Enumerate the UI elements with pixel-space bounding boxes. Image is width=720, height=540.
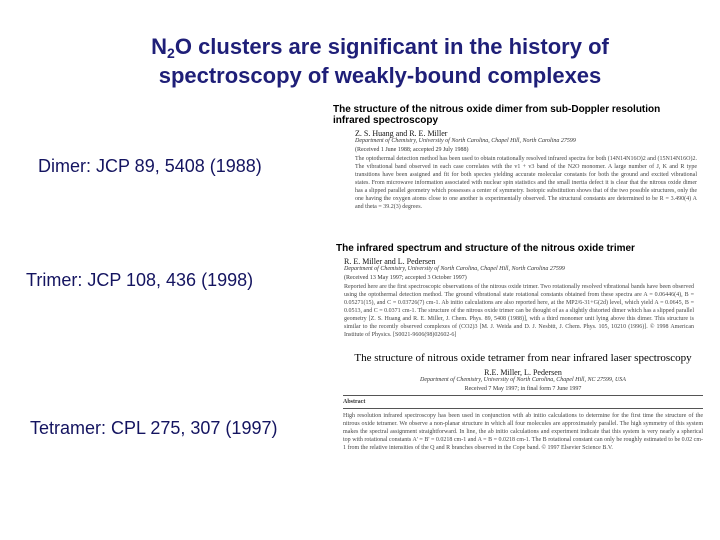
trimer-paper-affiliation: Department of Chemistry, University of North Carolina, Chapel Hill, North Carolina 27599 (344, 266, 565, 272)
tetramer-paper-received: Received 7 May 1997; in final form 7 June 1997 (464, 386, 582, 392)
tetramer-paper-title: The structure of nitrous oxide tetramer from near infrared laser spectroscopy (354, 352, 692, 364)
tetramer-paper-affiliation: Department of Chemistry, University of North Carolina, Chapel Hill, NC 27599, USA (420, 377, 626, 383)
dimer-paper-authors: Z. S. Huang and R. E. Miller (355, 129, 448, 138)
tetramer-paper-authors: R.E. Miller, L. Pedersen (484, 368, 562, 377)
trimer-paper-authors: R. E. Miller and L. Pedersen (344, 257, 436, 266)
dimer-paper-title: The structure of the nitrous oxide dimer from sub-Doppler resolution infrared spectroscopy (333, 104, 661, 126)
tetramer-paper-abstract: High resolution infrared spectroscopy has been used in conjunction with ab initio calculations to determine for the first time the structure of the nitrous oxide tetramer. We observe a non-planar structure in which all four molecules are approximately parallel. The high symmetry of this system makes the spectral assignment straightforward. In line, the ab initio calculations and experiment indicate that this system is very nearly a spherical top with rotational constants A' = B' = 0.0218 cm-1 and A = B = 0.0218 cm-1. The B rotational constant can only be roughly estimated to be 0.02 cm-1 from the relative intensities of the Q and R branches observed in the Cope band. © 1997 Elsevier Science B.V. (343, 413, 703, 451)
slide-title (60, 32, 700, 90)
slide-title-line-2: spectroscopy of weakly-bound complexes (158, 63, 602, 88)
dimer-paper-clipping (333, 104, 697, 234)
dimer-paper-affiliation: Department of Chemistry, University of North Carolina, Chapel Hill, North Carolina 27599 (355, 138, 576, 144)
tetramer-paper-divider (343, 395, 703, 396)
trimer-paper-clipping (336, 243, 694, 353)
dimer-paper-abstract: The optothermal detection method has been used to obtain rotationally resolved infrared spectra for both (14N14N16O)2 and (15N14N16O)2. The vibrational band observed in each case correlates with the v1 + v3 band of the N2O monomer. A large number of J, K and R type transitions have been assigned and fit for both species yielding accurate molecular constants for both the ground and excited vibrational states. From microwave information associated with nuclear spin statistics and the small inertia defect it is clear that the nitrous oxide dimer has a slipped parallel geometry which possesses a center of symmetry. Isotopic substitution shows that of the two possible structures, only the one having the oxygen atoms close to one another is experimentally observed. The structural constants are determined to be R = 3.490(4) A and theta = 39.2(3) degrees. (355, 156, 697, 210)
tetramer-paper-abstract-label: Abstract (343, 399, 366, 405)
slide-title-line-1: $N_2O$ clusters are significant in the history of (151, 34, 609, 61)
dimer-reference: Dimer: JCP 89, 5408 (1988) (38, 156, 262, 176)
tetramer-paper-clipping (343, 352, 703, 470)
trimer-paper-received: (Received 13 May 1997; accepted 3 October 1997) (344, 275, 467, 281)
trimer-paper-abstract: Reported here are the first spectroscopic observations of the nitrous oxide trimer. Two rotationally resolved vibrational bands have been observed using the optothermal detection method. The ground vibrational state rotational constants obtained from these spectra are A = 0.06446(4), B = 0.05271(15), and C = 0.03726(7) cm-1. Ab initio calculations are also reported here, at the MP2/6-31+G(2d) level, which yield A = 0.0645, B = 0.0513, and C = 0.0371 cm-1. The structure of the nitrous oxide trimer can be thought of as a slightly distorted dimer which has a slipped parallel geometry [Z. S. Huang and R. E. Miller, J. Chem. Phys. 89, 5408 (1988)], with a third monomer unit lying above this dimer. This structure is similar to the recently observed complexes of (CO2)3 [M. J. Weida and D. J. Nesbitt, J. Chem. Phys. 105, 10210 (1996)]. © 1998 American Institute of Physics. [S0021-9606(98)02602-6] (344, 284, 694, 338)
tetramer-reference: Tetramer: CPL 275, 307 (1997) (30, 418, 278, 438)
trimer-paper-title: The infrared spectrum and structure of the nitrous oxide trimer (336, 243, 635, 254)
dimer-paper-received: (Received 1 June 1988; accepted 29 July 1988) (355, 147, 469, 153)
trimer-reference: Trimer: JCP 108, 436 (1998) (26, 270, 254, 290)
tetramer-paper-divider-2 (343, 408, 703, 409)
